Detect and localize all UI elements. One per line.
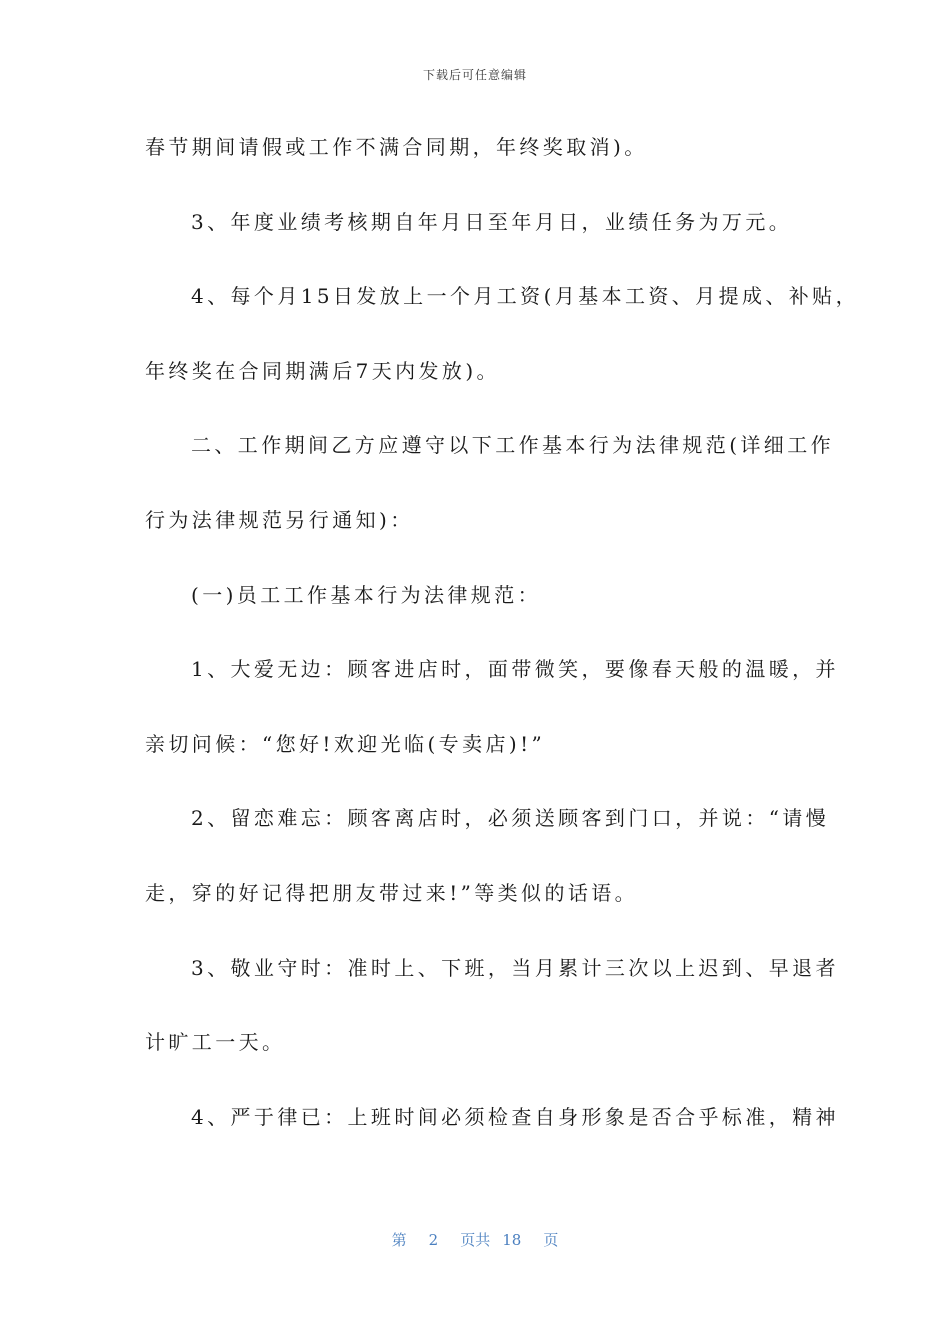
text-line: 春节期间请假或工作不满合同期，年终奖取消)。 — [145, 135, 648, 159]
text-line: 1、大爱无边：顾客进店时，面带微笑，要像春天般的温暖，并 — [191, 657, 839, 682]
footer-middle: 页共 — [460, 1231, 491, 1249]
text-line: 3、敬业守时：准时上、下班，当月累计三次以上迟到、早退者 — [191, 955, 839, 980]
text-line: 走，穿的好记得把朋友带过来!”等类似的话语。 — [145, 880, 639, 905]
text-line: 计旷工一天。 — [145, 1030, 286, 1055]
text-line: 二、工作期间乙方应遵守以下工作基本行为法律规范(详细工作 — [191, 433, 835, 458]
text-line: 亲切问候：“您好!欢迎光临(专卖店)!” — [145, 731, 546, 756]
text-line: 年终奖在合同期满后7天内发放)。 — [145, 358, 500, 383]
text-line: 4、严于律已：上班时间必须检查自身形象是否合乎标准，精神 — [191, 1104, 839, 1129]
footer-page-number: 2 — [428, 1231, 439, 1249]
page-footer — [0, 1229, 950, 1250]
text-line: 行为法律规范另行通知)： — [145, 507, 414, 532]
page-header: 下载后可任意编辑 — [422, 68, 527, 82]
text-line: 2、留恋难忘：顾客离店时，必须送顾客到门口，并说：“请慢 — [191, 806, 830, 831]
footer-prefix: 第 — [391, 1231, 407, 1249]
footer-suffix: 页 — [543, 1231, 559, 1249]
footer-total-pages: 18 — [502, 1231, 522, 1249]
text-line: (一)员工工作基本行为法律规范： — [191, 582, 542, 607]
document-body — [145, 127, 859, 1171]
text-line: 4、每个月15日发放上一个月工资(月基本工资、月提成、补贴， — [191, 284, 859, 309]
text-line: 3、年度业绩考核期自年月日至年月日，业绩任务为万元。 — [191, 209, 793, 234]
